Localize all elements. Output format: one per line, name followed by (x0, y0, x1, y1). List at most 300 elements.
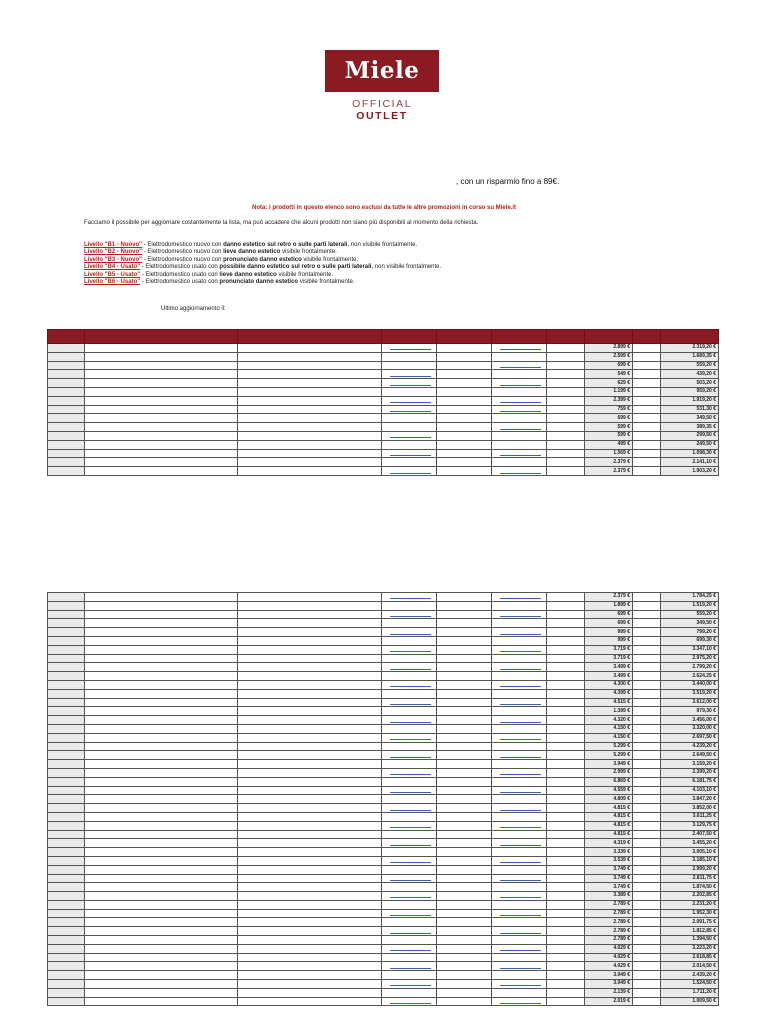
table-cell (547, 431, 585, 440)
table-cell (85, 370, 238, 379)
table-cell (492, 458, 547, 467)
table-cell (633, 645, 661, 654)
table-cell (492, 414, 547, 423)
table-cell (547, 344, 585, 353)
table-cell (238, 997, 382, 1006)
table-cell (547, 414, 585, 423)
table-row (48, 414, 719, 423)
table-row (48, 874, 719, 883)
outlet-price: 2.811,75 € (661, 874, 719, 883)
table-cell (437, 458, 492, 467)
product-link[interactable] (390, 933, 431, 934)
table-cell (85, 680, 238, 689)
table-row (48, 440, 719, 449)
detail-link[interactable] (500, 367, 541, 368)
table-cell (238, 645, 382, 654)
table-row (48, 821, 719, 830)
table-cell (382, 786, 437, 795)
detail-link[interactable] (500, 686, 541, 687)
table-cell (492, 672, 547, 681)
table-cell (48, 760, 85, 769)
table-cell (547, 812, 585, 821)
table-cell (48, 962, 85, 971)
table-cell (492, 423, 547, 432)
table-cell (48, 936, 85, 945)
outlet-price: 3.847,20 € (661, 795, 719, 804)
product-link[interactable] (390, 349, 431, 350)
table-cell (48, 997, 85, 1006)
table-cell (382, 856, 437, 865)
table-cell (238, 689, 382, 698)
table-cell (382, 619, 437, 628)
detail-link[interactable] (500, 455, 541, 456)
detail-link[interactable] (500, 616, 541, 617)
table-cell (633, 379, 661, 388)
product-link[interactable] (390, 1003, 431, 1004)
table-cell (85, 768, 238, 777)
table-cell (437, 449, 492, 458)
product-link[interactable] (390, 862, 431, 863)
outlet-price: 699,30 € (661, 636, 719, 645)
table-cell (48, 900, 85, 909)
table-cell (85, 716, 238, 725)
table-cell (48, 379, 85, 388)
detail-link[interactable] (500, 915, 541, 916)
detail-link[interactable] (500, 933, 541, 934)
level-damage: pronunciato danno estetico (223, 256, 302, 263)
outlet-price: 559,20 € (661, 361, 719, 370)
table-cell (85, 440, 238, 449)
product-link[interactable] (390, 634, 431, 635)
table-cell (437, 900, 492, 909)
table-header (48, 330, 719, 344)
table-row (48, 619, 719, 628)
list-price: 2.379 € (585, 458, 633, 467)
product-link[interactable] (390, 437, 431, 438)
table-row (48, 396, 719, 405)
table-cell (547, 962, 585, 971)
table-row (48, 760, 719, 769)
list-price: 499 € (585, 440, 633, 449)
list-price: 1.199 € (585, 387, 633, 396)
table-cell (85, 848, 238, 857)
list-price: 2.139 € (585, 988, 633, 997)
table-cell (547, 396, 585, 405)
table-cell (382, 944, 437, 953)
outlet-price: 2.999,20 € (661, 865, 719, 874)
table-cell (48, 724, 85, 733)
table-cell (633, 865, 661, 874)
table-cell (382, 593, 437, 602)
detail-link[interactable] (500, 897, 541, 898)
table-row (48, 680, 719, 689)
table-cell (492, 839, 547, 848)
table-cell (48, 610, 85, 619)
detail-link[interactable] (500, 810, 541, 811)
detail-link[interactable] (500, 862, 541, 863)
product-link[interactable] (390, 845, 431, 846)
list-price: 4.029 € (585, 962, 633, 971)
table-cell (238, 971, 382, 980)
product-link[interactable] (390, 455, 431, 456)
table-cell (238, 795, 382, 804)
table-cell (492, 760, 547, 769)
table-cell (382, 909, 437, 918)
product-link[interactable] (390, 598, 431, 599)
level-link[interactable]: Livello "B6 - Usato" (84, 279, 141, 286)
table-cell (48, 848, 85, 857)
table-cell (633, 936, 661, 945)
table-cell (238, 733, 382, 742)
table-cell (48, 663, 85, 672)
table-cell (85, 672, 238, 681)
list-price: 3.719 € (585, 654, 633, 663)
list-price: 3.499 € (585, 663, 633, 672)
level-link[interactable]: Livello "B5 - Usato" (84, 271, 141, 278)
outlet-price: 3.611,25 € (661, 812, 719, 821)
table-cell (238, 927, 382, 936)
outlet-price: 1.784,25 € (661, 593, 719, 602)
level-link[interactable]: Livello "B3 - Nuovo" (84, 256, 143, 263)
table-cell (238, 944, 382, 953)
detail-link[interactable] (500, 845, 541, 846)
table-cell (238, 751, 382, 760)
list-price: 3.539 € (585, 856, 633, 865)
detail-link[interactable] (500, 429, 541, 430)
table-cell (437, 414, 492, 423)
table-cell (547, 997, 585, 1006)
list-price: 599 € (585, 423, 633, 432)
list-price: 4.815 € (585, 830, 633, 839)
table-cell (492, 856, 547, 865)
level-line (84, 257, 441, 264)
table-cell (633, 431, 661, 440)
outlet-price: 3.159,20 € (661, 760, 719, 769)
product-link[interactable] (390, 897, 431, 898)
detail-link[interactable] (500, 385, 541, 386)
table-cell (382, 636, 437, 645)
product-link[interactable] (390, 774, 431, 775)
table-cell (382, 821, 437, 830)
table-cell (85, 936, 238, 945)
table-cell (633, 344, 661, 353)
list-price: 999 € (585, 628, 633, 637)
table-row (48, 856, 719, 865)
table-cell (633, 997, 661, 1006)
table-cell (238, 352, 382, 361)
table-row (48, 387, 719, 396)
product-link[interactable] (390, 385, 431, 386)
table-cell (437, 795, 492, 804)
table-cell (437, 988, 492, 997)
product-link[interactable] (390, 704, 431, 705)
table-row (48, 812, 719, 821)
level-line (84, 249, 441, 256)
level-link[interactable]: Livello "B1 - Nuovo" (84, 242, 143, 248)
detail-link[interactable] (500, 669, 541, 670)
level-desc-end: visibile frontalmente. (280, 249, 337, 256)
outlet-price: 1.952,30 € (661, 909, 719, 918)
detail-link[interactable] (500, 757, 541, 758)
header-cell (585, 330, 633, 344)
list-price: 4.815 € (585, 804, 633, 813)
detail-link[interactable] (500, 739, 541, 740)
product-link[interactable] (390, 880, 431, 881)
product-link[interactable] (390, 722, 431, 723)
table-cell (238, 458, 382, 467)
table-cell (48, 927, 85, 936)
level-desc: - Elettrodomestico nuovo con (142, 256, 224, 263)
level-damage: lieve danno estetico (223, 249, 281, 256)
outlet-price: 3.185,10 € (661, 856, 719, 865)
table-cell (633, 619, 661, 628)
outlet-price: 389,35 € (661, 423, 719, 432)
level-line (84, 264, 441, 271)
table-cell (238, 344, 382, 353)
outlet-price: 3.455,20 € (661, 839, 719, 848)
detail-link[interactable] (500, 349, 541, 350)
table-cell (382, 953, 437, 962)
product-link[interactable] (390, 686, 431, 687)
detail-link[interactable] (500, 827, 541, 828)
table-cell (633, 636, 661, 645)
detail-link[interactable] (500, 722, 541, 723)
product-link[interactable] (390, 985, 431, 986)
table-cell (382, 804, 437, 813)
table-cell (437, 423, 492, 432)
table-cell (633, 927, 661, 936)
table-row (48, 628, 719, 637)
table-row (48, 601, 719, 610)
table-cell (437, 724, 492, 733)
table-cell (382, 458, 437, 467)
table-cell (382, 645, 437, 654)
outlet-price: 2.618,85 € (661, 953, 719, 962)
detail-link[interactable] (500, 473, 541, 474)
detail-link[interactable] (500, 968, 541, 969)
exclusion-note: Nota: i prodotti in questo elenco sono esclusi da tutte le altre promozioni in corso su Miele.it (251, 205, 517, 211)
header-cell (382, 330, 437, 344)
table-cell (492, 610, 547, 619)
table-cell (492, 830, 547, 839)
product-link[interactable] (390, 739, 431, 740)
table-cell (48, 944, 85, 953)
detail-link[interactable] (500, 634, 541, 635)
table-cell (238, 936, 382, 945)
level-line (84, 272, 441, 279)
table-cell (48, 804, 85, 813)
table-row (48, 724, 719, 733)
table-cell (238, 988, 382, 997)
table-cell (547, 909, 585, 918)
table-cell (85, 953, 238, 962)
table-cell (48, 883, 85, 892)
list-price: 599 € (585, 431, 633, 440)
table-cell (547, 865, 585, 874)
table-cell (492, 953, 547, 962)
products-table-1 (47, 329, 719, 476)
table-cell (633, 628, 661, 637)
table-cell (492, 680, 547, 689)
table-cell (85, 980, 238, 989)
list-price: 759 € (585, 405, 633, 414)
table-cell (633, 980, 661, 989)
table-cell (382, 387, 437, 396)
level-desc: - Elettrodomestico usato con (140, 279, 220, 286)
table-cell (437, 672, 492, 681)
table-cell (382, 980, 437, 989)
product-link[interactable] (390, 757, 431, 758)
detail-link[interactable] (500, 411, 541, 412)
table-cell (48, 423, 85, 432)
table-cell (48, 440, 85, 449)
outlet-price: 3.456,00 € (661, 716, 719, 725)
product-link[interactable] (390, 376, 431, 377)
detail-link[interactable] (500, 792, 541, 793)
detail-link[interactable] (500, 774, 541, 775)
outlet-price: 2.697,50 € (661, 733, 719, 742)
table-cell (85, 352, 238, 361)
table-row (48, 423, 719, 432)
product-link[interactable] (390, 669, 431, 670)
detail-link[interactable] (500, 950, 541, 951)
table-cell (633, 821, 661, 830)
table-cell (492, 892, 547, 901)
table-cell (437, 777, 492, 786)
table-cell (85, 449, 238, 458)
outlet-price: 2.407,50 € (661, 830, 719, 839)
detail-link[interactable] (500, 880, 541, 881)
table-cell (238, 680, 382, 689)
table-cell (492, 387, 547, 396)
product-link[interactable] (390, 411, 431, 412)
table-cell (547, 716, 585, 725)
outlet-price: 1.519,20 € (661, 601, 719, 610)
table-cell (48, 396, 85, 405)
table-cell (437, 593, 492, 602)
table-cell (238, 707, 382, 716)
table-cell (382, 812, 437, 821)
detail-link[interactable] (500, 651, 541, 652)
table-cell (48, 971, 85, 980)
table-cell (382, 962, 437, 971)
table-cell (382, 874, 437, 883)
header-cell (238, 330, 382, 344)
header-cell (85, 330, 238, 344)
table-cell (48, 821, 85, 830)
table-cell (492, 918, 547, 927)
table-cell (48, 742, 85, 751)
table-cell (382, 971, 437, 980)
table-cell (633, 707, 661, 716)
product-link[interactable] (390, 968, 431, 969)
table-cell (48, 716, 85, 725)
table-cell (48, 458, 85, 467)
table-row (48, 370, 719, 379)
table-cell (547, 680, 585, 689)
table-cell (85, 839, 238, 848)
table-row (48, 997, 719, 1006)
product-link[interactable] (390, 792, 431, 793)
table-cell (437, 698, 492, 707)
outlet-price: 6.181,75 € (661, 777, 719, 786)
table-row (48, 918, 719, 927)
miele-logo[interactable]: Miele (325, 50, 439, 92)
table-cell (633, 601, 661, 610)
level-link[interactable]: Livello "B2 - Nuovo" (84, 249, 143, 256)
table-cell (238, 892, 382, 901)
table-row (48, 795, 719, 804)
level-line (84, 242, 441, 249)
table-cell (382, 379, 437, 388)
table-cell (492, 645, 547, 654)
table-cell (48, 467, 85, 476)
detail-link[interactable] (500, 598, 541, 599)
detail-link[interactable] (500, 1003, 541, 1004)
outlet-price: 249,50 € (661, 440, 719, 449)
table-cell (48, 619, 85, 628)
list-price: 4.320 € (585, 716, 633, 725)
table-cell (437, 874, 492, 883)
table-cell (85, 865, 238, 874)
table-cell (238, 619, 382, 628)
table-cell (48, 733, 85, 742)
product-link[interactable] (390, 827, 431, 828)
table-cell (492, 971, 547, 980)
table-cell (492, 751, 547, 760)
product-link[interactable] (390, 950, 431, 951)
table-cell (382, 423, 437, 432)
level-link[interactable]: Livello "B4 - Usato" (84, 264, 141, 271)
outlet-price: 4.103,10 € (661, 786, 719, 795)
table-cell (48, 918, 85, 927)
table-cell (85, 387, 238, 396)
table-cell (48, 751, 85, 760)
table-cell (633, 387, 661, 396)
table-cell (633, 458, 661, 467)
table-cell (85, 344, 238, 353)
product-link[interactable] (390, 402, 431, 403)
outlet-price: 1.394,50 € (661, 936, 719, 945)
table-cell (382, 601, 437, 610)
table-cell (48, 654, 85, 663)
detail-link[interactable] (500, 985, 541, 986)
table-cell (547, 742, 585, 751)
list-price: 5.299 € (585, 751, 633, 760)
product-link[interactable] (390, 616, 431, 617)
table-cell (85, 663, 238, 672)
table-cell (633, 768, 661, 777)
list-price: 2.399 € (585, 396, 633, 405)
header-cell (661, 330, 719, 344)
table-cell (547, 768, 585, 777)
table-cell (547, 672, 585, 681)
table-row (48, 672, 719, 681)
table-cell (633, 812, 661, 821)
product-link[interactable] (390, 473, 431, 474)
product-link[interactable] (390, 810, 431, 811)
product-link[interactable] (390, 915, 431, 916)
product-link[interactable] (390, 651, 431, 652)
table-cell (547, 361, 585, 370)
table-cell (382, 467, 437, 476)
detail-link[interactable] (500, 704, 541, 705)
table-cell (48, 636, 85, 645)
table-cell (382, 610, 437, 619)
table-cell (633, 716, 661, 725)
detail-link[interactable] (500, 402, 541, 403)
table-cell (547, 918, 585, 927)
